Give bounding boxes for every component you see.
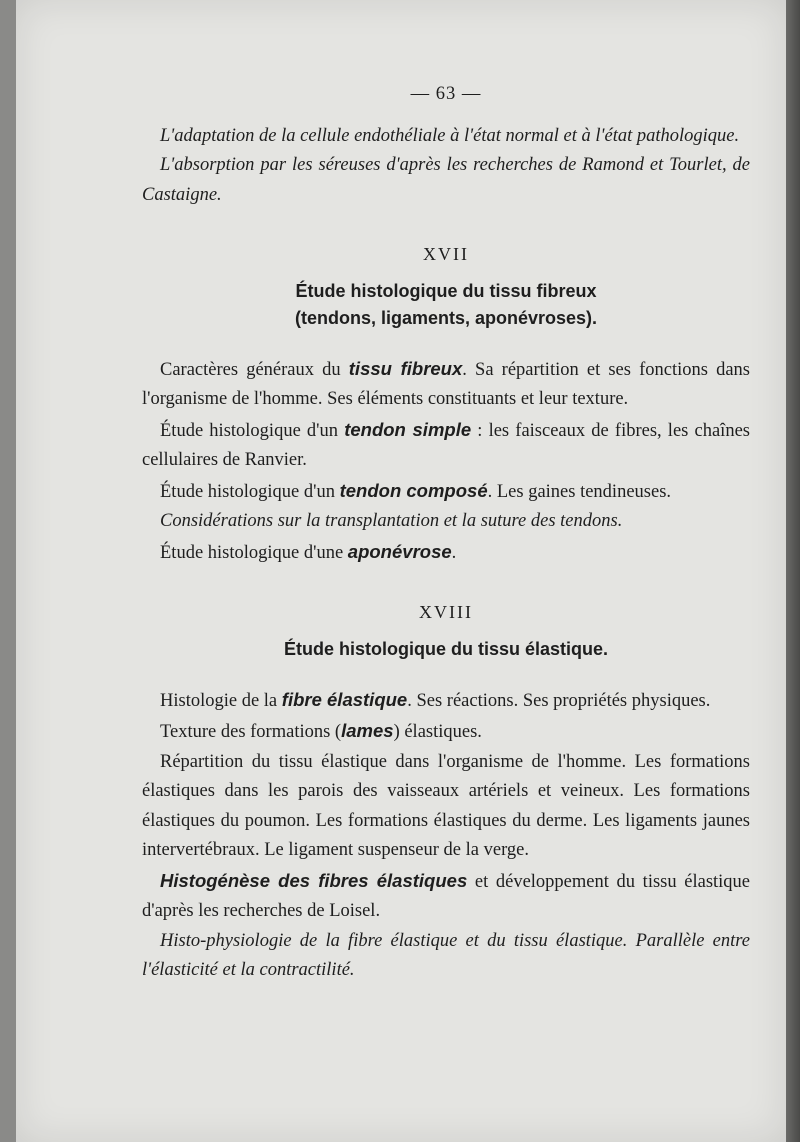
section-17-title-line-2: (tendons, ligaments, aponévroses). <box>294 307 598 328</box>
section-17-title <box>142 278 750 332</box>
text-run: Texture des formations ( <box>160 722 342 742</box>
emphasis-term: tissu fibreux <box>348 357 463 379</box>
text-run: . Les gaines tendineuses. <box>487 481 672 502</box>
text-run: et développement du tissu élastique d'après les recherches de Loisel. <box>142 871 751 921</box>
page-edge-shadow <box>786 0 800 1142</box>
text-run: . Ses réactions. Ses propriétés physiques. <box>407 690 711 711</box>
section-18-paragraph-3: Répartition du tissu élastique dans l'organisme de l'homme. Les formations élastiques dans les parois des vaisseaux artériels et veineux. Les formations élastiques du poumon. Les formations élastiques du derme. Les ligaments jaunes intervertébraux. Le ligament suspenseur de la verge. <box>142 751 750 860</box>
text-run: ) élastiques. <box>393 722 482 742</box>
section-17-title-line-1: Étude histologique du tissu fibreux <box>295 280 597 301</box>
section-17-paragraph-5 <box>142 537 750 569</box>
section-17-paragraph-1 <box>142 354 750 415</box>
section-18-paragraph-2 <box>142 716 750 748</box>
emphasis-term: lames <box>341 720 394 741</box>
text-run: Étude histologique d'une <box>160 542 348 563</box>
emphasis-term: aponévrose <box>347 540 452 562</box>
emphasis-term: tendon composé <box>339 479 488 501</box>
section-18-title: Étude histologique du tissu élastique. <box>283 638 609 659</box>
emphasis-term: fibre élastique <box>281 688 408 710</box>
section-18-paragraph-1 <box>142 685 750 717</box>
section-18-paragraph-5: Histo-physiologie de la fibre élastique et du tissu élastique. Parallèle entre l'élasticité et la contractilité. <box>142 930 750 980</box>
text-run: Étude histologique d'un <box>160 420 345 441</box>
section-17-numeral: XVII <box>423 244 469 264</box>
section-17-paragraph-3 <box>142 476 750 508</box>
page-content <box>142 80 750 986</box>
emphasis-term: tendon simple <box>344 418 472 440</box>
text-run: Étude histologique d'un <box>160 481 340 502</box>
text-run: Histologie de la <box>160 690 282 711</box>
section-17-paragraph-4: Considérations sur la transplantation et la suture des tendons. <box>160 511 623 531</box>
page-number: — 63 — <box>410 84 482 104</box>
intro-item-1: L'adaptation de la cellule endothéliale à l'état normal et à l'état pathologique. <box>160 125 740 146</box>
intro-item-2: L'absorption par les séreuses d'après les recherches de Ramond et Tourlet, de Castaigne. <box>142 155 750 205</box>
text-run: . <box>451 542 457 563</box>
section-18-paragraph-4 <box>142 866 750 927</box>
text-run: Caractères généraux du <box>160 359 349 380</box>
emphasis-term: Histogénèse des fibres élastiques <box>160 869 468 891</box>
section-18-numeral: XVIII <box>419 602 473 622</box>
text-run: . Sa répartition et ses fonctions dans l'organisme de l'homme. Ses éléments constituants et leur texture. <box>142 359 750 409</box>
section-17-paragraph-2 <box>142 415 750 476</box>
text-run: : les faisceaux de fibres, les chaînes cellulaires de Ranvier. <box>142 420 750 470</box>
